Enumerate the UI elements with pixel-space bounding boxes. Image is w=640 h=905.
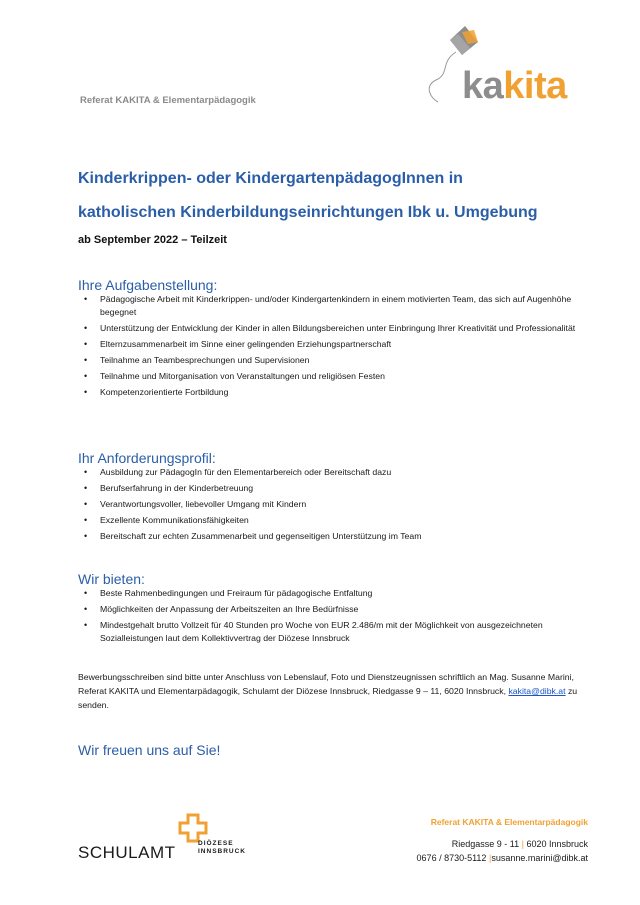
email-link[interactable]: kakita@dibk.at bbox=[508, 686, 566, 696]
list-item: • Pädagogische Arbeit mit Kinderkrippen- und/oder Kindergartenkindern in einem motivierten Team, das sich auf Augenhöhe begegnet bbox=[78, 293, 578, 318]
kakita-logo bbox=[410, 22, 600, 112]
job-title-line1: Kinderkrippen- oder KindergartenpädagogInnen in bbox=[78, 170, 463, 187]
footer-phone: 0676 / 8730-5112 bbox=[416, 853, 487, 863]
dio-line2: INNSBRUCK bbox=[198, 848, 246, 855]
kakita-wordmark bbox=[462, 66, 567, 106]
list-item: • Ausbildung zur PädagogIn für den Elementarbereich oder Bereitschaft dazu bbox=[78, 466, 578, 479]
logo-kita: kita bbox=[503, 65, 567, 107]
schulamt-text: SCHULAMT bbox=[78, 843, 176, 862]
department-label: Referat KAKITA & Elementarpädagogik bbox=[80, 95, 256, 106]
list-item: • Kompetenzorientierte Fortbildung bbox=[78, 386, 578, 399]
separator: | bbox=[488, 853, 492, 863]
footer-street: Riedgasse 9 - 11 bbox=[451, 839, 520, 849]
list-item: • Teilnahme und Mitorganisation von Veranstaltungen und religiösen Festen bbox=[78, 370, 578, 383]
footer-email: susanne.marini@dibk.at bbox=[491, 853, 588, 863]
footer-address bbox=[417, 837, 588, 851]
closing-line: Wir freuen uns auf Sie! bbox=[78, 742, 221, 758]
section-offer bbox=[78, 571, 588, 648]
list-item: • Mindestgehalt brutto Vollzeit für 40 Stunden pro Woche von EUR 2.486/m mit der Möglichkeit von ausgezeichneten Sozialleistungen laut dem Kollektivvertrag der Diözese Innsbruck bbox=[78, 619, 588, 644]
list-item: • Verantwortungsvoller, liebevoller Umgang mit Kindern bbox=[78, 498, 578, 511]
list-item: • Berufserfahrung in der Kinderbetreuung bbox=[78, 482, 578, 495]
application-paragraph bbox=[78, 670, 598, 712]
footer-phone-email bbox=[417, 851, 588, 865]
dioezese-text bbox=[198, 840, 246, 856]
separator: | bbox=[521, 839, 524, 849]
list-item: • Bereitschaft zur echten Zusammenarbeit und gegenseitigen Unterstützung im Team bbox=[78, 530, 578, 543]
section-tasks bbox=[78, 277, 578, 402]
section-heading: Wir bieten: bbox=[78, 571, 145, 587]
list-item: • Elternzusammenarbeit im Sinne einer gelingenden Erziehungspartnerschaft bbox=[78, 338, 578, 351]
application-text: Bewerbungsschreiben sind bitte unter Anschluss von Lebenslauf, Foto und Dienstzeugnissen schriftlich an Mag. Susanne Marini, Referat KAKITA und Elementarpädagogik, Schulamt der Diözese Innsbruck, Riedgasse 9 – 11, 6020 Innsbruck, bbox=[78, 672, 574, 696]
section-requirements bbox=[78, 450, 578, 546]
application-text-end: zu senden. bbox=[78, 686, 578, 710]
footer-city: 6020 Innsbruck bbox=[526, 839, 588, 849]
logo-ka: ka bbox=[462, 65, 504, 107]
list-item: • Beste Rahmenbedingungen und Freiraum für pädagogische Entfaltung bbox=[78, 587, 588, 600]
job-title-line2: katholischen Kinderbildungseinrichtungen Ibk u. Umgebung bbox=[78, 204, 538, 221]
dio-line1: DIÖZESE bbox=[198, 840, 234, 847]
list-item: • Teilnahme an Teambesprechungen und Supervisionen bbox=[78, 354, 578, 367]
list-item: • Unterstützung der Entwicklung der Kinder in allen Bildungsbereichen unter Einbringung Ihrer Kreativität und Professionalität bbox=[78, 322, 578, 335]
job-subtitle: ab September 2022 – Teilzeit bbox=[78, 234, 227, 246]
list-item: • Möglichkeiten der Anpassung der Arbeitszeiten an Ihre Bedürfnisse bbox=[78, 603, 588, 616]
footer-contact bbox=[417, 815, 588, 865]
section-heading: Ihr Anforderungsprofil: bbox=[78, 450, 216, 466]
schulamt-logo bbox=[78, 813, 268, 863]
cross-icon bbox=[178, 813, 208, 843]
offer-list bbox=[78, 587, 588, 644]
requirements-list bbox=[78, 466, 578, 543]
list-item: • Exzellente Kommunikationsfähigkeiten bbox=[78, 514, 578, 527]
tasks-list bbox=[78, 293, 578, 398]
section-heading: Ihre Aufgabenstellung: bbox=[78, 277, 218, 293]
footer-department: Referat KAKITA & Elementarpädagogik bbox=[430, 817, 588, 827]
